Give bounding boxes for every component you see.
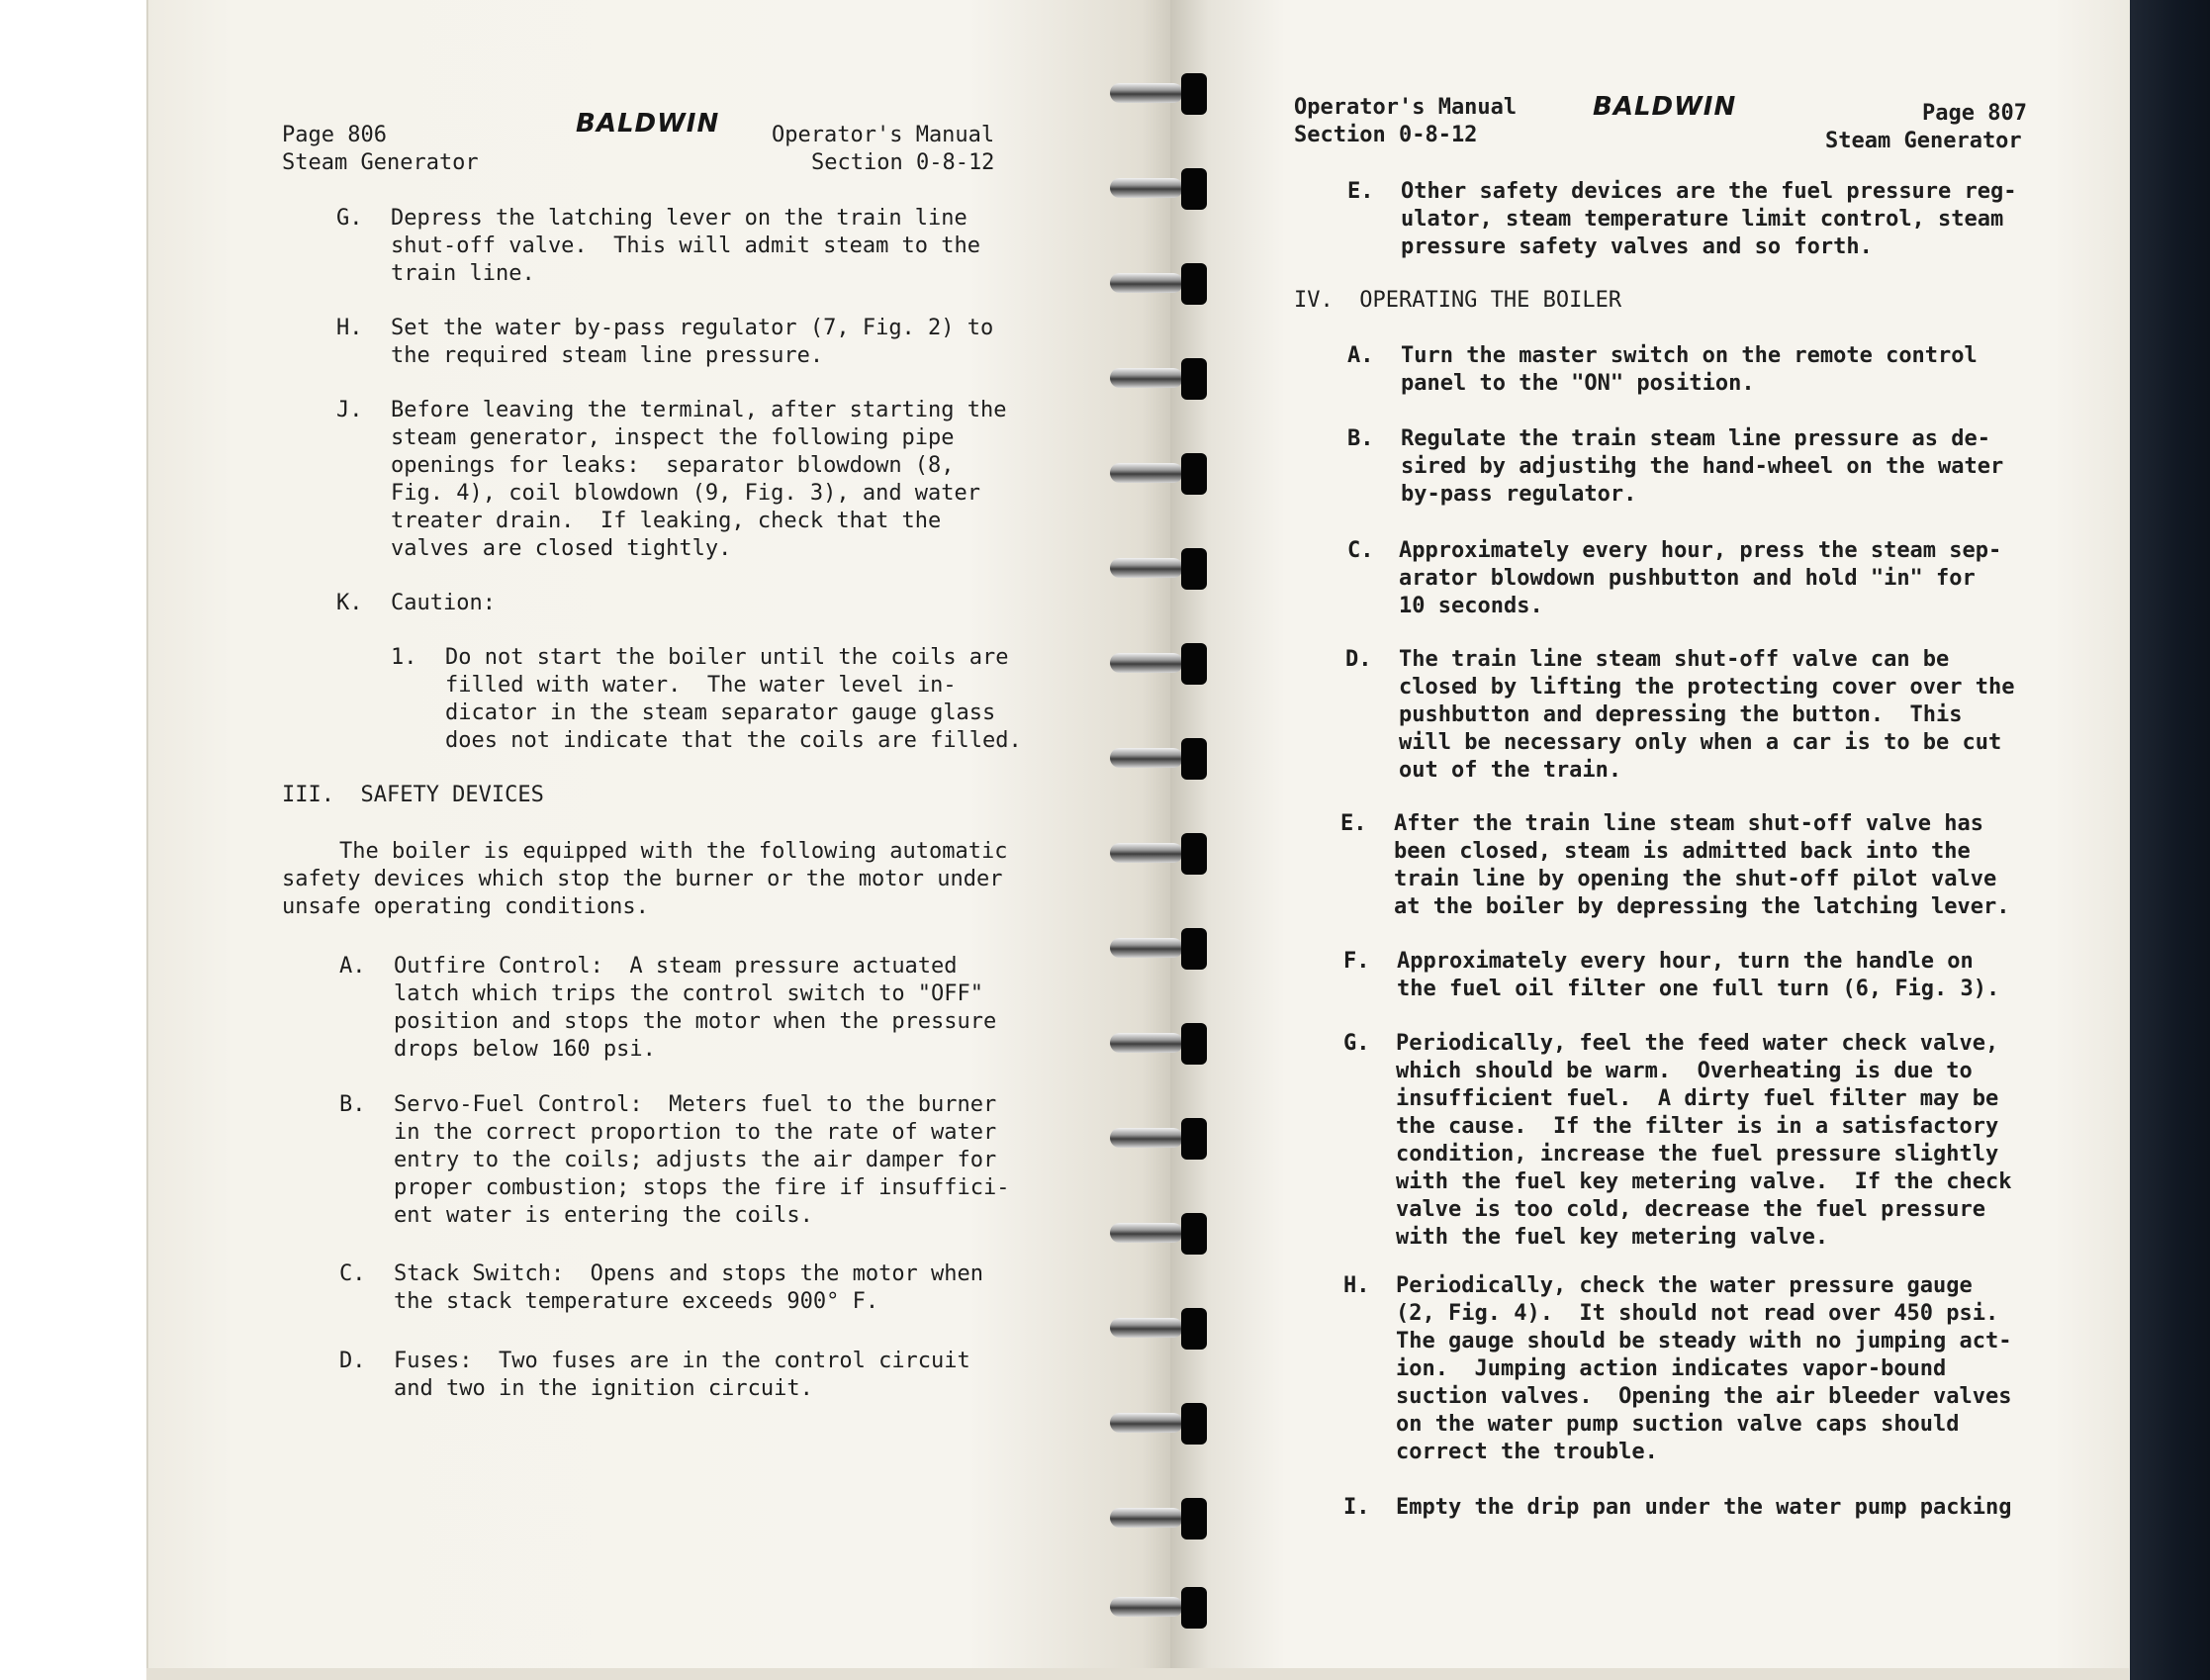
item-line: (2, Fig. 4). It should not read over 450 psi. bbox=[1396, 1301, 1999, 1326]
item-line: The train line steam shut-off valve can be bbox=[1399, 647, 1950, 672]
item-label: J. bbox=[336, 398, 363, 422]
item-line: Other safety devices are the fuel pressure reg- bbox=[1401, 179, 2017, 204]
item-line: closed by lifting the protecting cover over the bbox=[1399, 675, 2015, 700]
item-line: the stack temperature exceeds 900° F. bbox=[394, 1289, 879, 1314]
page-edge bbox=[146, 1668, 2129, 1680]
item-line: entry to the coils; adjusts the air damper for bbox=[394, 1148, 997, 1172]
binding-coil bbox=[1104, 924, 1213, 972]
binding-coil bbox=[1104, 69, 1213, 117]
section-heading-safety-devices: III. SAFETY DEVICES bbox=[282, 783, 544, 807]
item-line: Do not start the boiler until the coils are bbox=[445, 645, 1009, 670]
right-section-title: Steam Generator bbox=[1825, 129, 2022, 153]
paragraph-line: The boiler is equipped with the following automatic bbox=[339, 839, 1008, 864]
spiral-binding bbox=[1104, 69, 1213, 1633]
binding-coil bbox=[1104, 259, 1213, 307]
binding-coil bbox=[1104, 1399, 1213, 1447]
item-label: A. bbox=[1347, 343, 1374, 368]
binding-coil bbox=[1104, 354, 1213, 402]
item-label: B. bbox=[339, 1092, 366, 1117]
item-line: Periodically, feel the feed water check valve, bbox=[1396, 1031, 1999, 1056]
item-line: Periodically, check the water pressure gauge bbox=[1396, 1273, 1973, 1298]
item-label: F. bbox=[1343, 949, 1370, 974]
item-line: steam generator, inspect the following pipe bbox=[391, 425, 955, 450]
item-label: G. bbox=[336, 206, 363, 231]
item-line: Before leaving the terminal, after starting the bbox=[391, 398, 1007, 422]
item-label: C. bbox=[339, 1261, 366, 1286]
item-line: out of the train. bbox=[1399, 758, 1622, 783]
item-line: the required steam line pressure. bbox=[391, 343, 824, 368]
item-label: K. bbox=[336, 591, 363, 615]
book-cover bbox=[2129, 0, 2210, 1680]
item-line: ulator, steam temperature limit control, steam bbox=[1401, 207, 2004, 232]
item-line: After the train line steam shut-off valve has bbox=[1394, 811, 1984, 836]
item-line: been closed, steam is admitted back into the bbox=[1394, 839, 1971, 864]
item-line: treater drain. If leaking, check that the bbox=[391, 509, 942, 533]
item-label: D. bbox=[339, 1349, 366, 1373]
item-label: H. bbox=[336, 316, 363, 340]
item-line: the fuel oil filter one full turn (6, Fig. 3). bbox=[1397, 977, 2000, 1001]
right-brand-logo: BALDWIN bbox=[1593, 92, 1737, 122]
item-label: B. bbox=[1347, 426, 1374, 451]
item-label: G. bbox=[1343, 1031, 1370, 1056]
item-line: shut-off valve. This will admit steam to the bbox=[391, 233, 981, 258]
item-line: panel to the "ON" position. bbox=[1401, 371, 1755, 396]
item-line: condition, increase the fuel pressure slightly bbox=[1396, 1142, 1999, 1167]
item-line: pushbutton and depressing the button. This bbox=[1399, 702, 1963, 727]
left-manual-title: Operator's Manual bbox=[772, 123, 995, 147]
item-line: Approximately every hour, turn the handle on bbox=[1397, 949, 1974, 974]
item-line: Stack Switch: Opens and stops the motor when bbox=[394, 1261, 984, 1286]
item-line: with the fuel key metering valve. bbox=[1396, 1225, 1829, 1250]
binding-coil bbox=[1104, 639, 1213, 687]
item-line: Regulate the train steam line pressure as de- bbox=[1401, 426, 1991, 451]
binding-coil bbox=[1104, 544, 1213, 592]
right-page-number: Page 807 bbox=[1922, 101, 2027, 126]
item-line: proper combustion; stops the fire if insuffici- bbox=[394, 1175, 1010, 1200]
binding-coil bbox=[1104, 734, 1213, 782]
item-line: Depress the latching lever on the train line bbox=[391, 206, 967, 231]
item-line: ion. Jumping action indicates vapor-bound bbox=[1396, 1356, 1947, 1381]
item-line: Set the water by-pass regulator (7, Fig. 2) to bbox=[391, 316, 994, 340]
item-line: train line. bbox=[391, 261, 535, 286]
right-section-code: Section 0-8-12 bbox=[1294, 123, 1478, 147]
binding-coil bbox=[1104, 1304, 1213, 1352]
item-line: Fuses: Two fuses are in the control circuit bbox=[394, 1349, 970, 1373]
binding-coil bbox=[1104, 164, 1213, 212]
item-line: Fig. 4), coil blowdown (9, Fig. 3), and water bbox=[391, 481, 981, 506]
paragraph-line: safety devices which stop the burner or the motor under bbox=[282, 867, 1003, 891]
item-label: H. bbox=[1343, 1273, 1370, 1298]
item-line: ent water is entering the coils. bbox=[394, 1203, 813, 1228]
item-label: D. bbox=[1345, 647, 1372, 672]
item-line: insufficient fuel. A dirty fuel filter may be bbox=[1396, 1086, 1999, 1111]
item-line: correct the trouble. bbox=[1396, 1440, 1658, 1464]
item-line: train line by opening the shut-off pilot valve bbox=[1394, 867, 1997, 891]
item-label: 1. bbox=[391, 645, 417, 670]
item-line: position and stops the motor when the pressure bbox=[394, 1009, 997, 1034]
item-line: latch which trips the control switch to "OFF" bbox=[394, 981, 984, 1006]
item-line: valve is too cold, decrease the fuel pressure bbox=[1396, 1197, 1986, 1222]
item-line: Caution: bbox=[391, 591, 496, 615]
item-label: C. bbox=[1347, 538, 1374, 563]
item-label: E. bbox=[1340, 811, 1367, 836]
item-line: pressure safety valves and so forth. bbox=[1401, 234, 1873, 259]
item-line: arator blowdown pushbutton and hold "in" for bbox=[1399, 566, 1976, 591]
item-line: Empty the drip pan under the water pump packing bbox=[1396, 1495, 2012, 1520]
item-line: Outfire Control: A steam pressure actuated bbox=[394, 954, 958, 979]
item-label: A. bbox=[339, 954, 366, 979]
item-line: filled with water. The water level in- bbox=[445, 673, 957, 698]
item-line: with the fuel key metering valve. If the check bbox=[1396, 1169, 2012, 1194]
item-line: The gauge should be steady with no jumping act- bbox=[1396, 1329, 2012, 1353]
item-line: by-pass regulator. bbox=[1401, 482, 1637, 507]
item-line: valves are closed tightly. bbox=[391, 536, 732, 561]
item-label: I. bbox=[1343, 1495, 1370, 1520]
section-heading-operating-boiler: IV. OPERATING THE BOILER bbox=[1294, 288, 1622, 313]
item-line: 10 seconds. bbox=[1399, 594, 1543, 618]
item-line: dicator in the steam separator gauge glass bbox=[445, 700, 996, 725]
item-line: does not indicate that the coils are filled. bbox=[445, 728, 1022, 753]
binding-coil bbox=[1104, 449, 1213, 497]
left-section-code: Section 0-8-12 bbox=[811, 150, 995, 175]
paragraph-line: unsafe operating conditions. bbox=[282, 894, 649, 919]
item-line: Approximately every hour, press the steam sep- bbox=[1399, 538, 2002, 563]
binding-coil bbox=[1104, 1494, 1213, 1541]
left-page-number: Page 806 bbox=[282, 123, 387, 147]
binding-coil bbox=[1104, 1583, 1213, 1631]
binding-coil bbox=[1104, 1209, 1213, 1257]
left-brand-logo: BALDWIN bbox=[576, 109, 720, 139]
item-line: in the correct proportion to the rate of water bbox=[394, 1120, 997, 1145]
item-line: Servo-Fuel Control: Meters fuel to the burner bbox=[394, 1092, 997, 1117]
left-section-title: Steam Generator bbox=[282, 150, 479, 175]
item-line: which should be warm. Overheating is due to bbox=[1396, 1059, 1973, 1083]
item-line: at the boiler by depressing the latching lever. bbox=[1394, 894, 2010, 919]
item-line: sired by adjustihg the hand-wheel on the water bbox=[1401, 454, 2004, 479]
item-label: E. bbox=[1347, 179, 1374, 204]
binding-coil bbox=[1104, 829, 1213, 877]
item-line: the cause. If the filter is in a satisfactory bbox=[1396, 1114, 1999, 1139]
item-line: on the water pump suction valve caps should bbox=[1396, 1412, 1960, 1437]
item-line: and two in the ignition circuit. bbox=[394, 1376, 813, 1401]
item-line: will be necessary only when a car is to be cut bbox=[1399, 730, 2002, 755]
item-line: Turn the master switch on the remote control bbox=[1401, 343, 1978, 368]
binding-coil bbox=[1104, 1019, 1213, 1067]
item-line: suction valves. Opening the air bleeder valves bbox=[1396, 1384, 2012, 1409]
binding-coil bbox=[1104, 1114, 1213, 1162]
item-line: openings for leaks: separator blowdown (8, bbox=[391, 453, 955, 478]
item-line: drops below 160 psi. bbox=[394, 1037, 656, 1062]
right-manual-title: Operator's Manual bbox=[1294, 95, 1518, 120]
